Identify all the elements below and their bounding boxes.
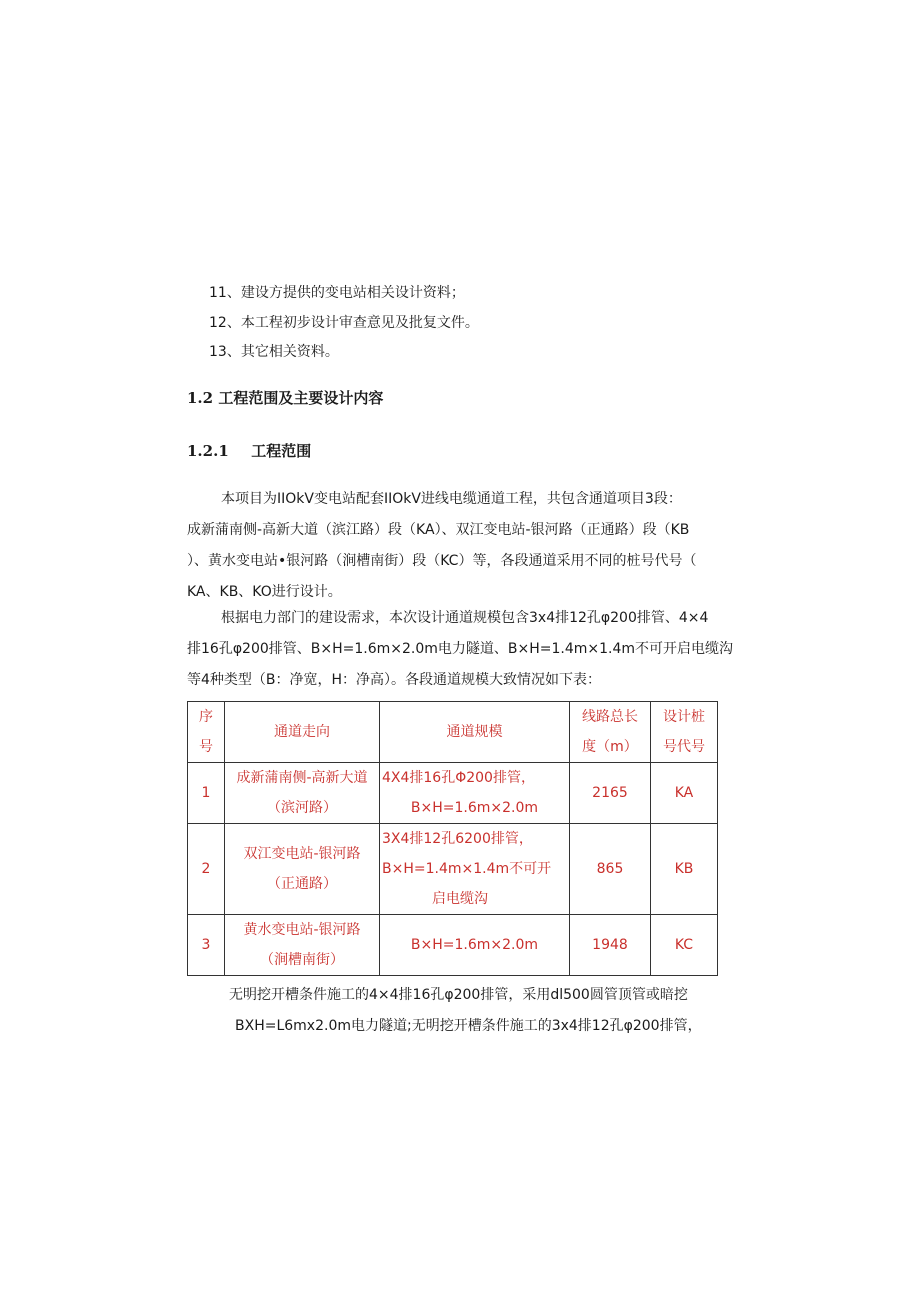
section-heading <box>187 388 383 408</box>
cell-code: KC <box>651 915 718 976</box>
cell-scale: B×H=1.6m×2.0m <box>380 915 570 976</box>
intro-paragraph <box>187 484 696 608</box>
header-seq: 序 号 <box>188 702 225 763</box>
demand-line: 等4种类型（B：净宽，H：净高）。各段通道规模大致情况如下表： <box>187 672 602 688</box>
header-route: 通道走向 <box>225 702 380 763</box>
demand-line: 根据电力部门的建设需求，本次设计通道规模包含3x4排12孔φ200排管、4×4 <box>221 610 709 626</box>
after-line: BXH=L6mx2.0m电力隧道;无明挖开槽条件施工的3x4排12孔φ200排管， <box>235 1018 702 1034</box>
section-number: 1.2 <box>187 389 214 407</box>
header-code: 设计桩 号代号 <box>651 702 718 763</box>
table-row <box>188 915 718 976</box>
intro-line: 本项目为IIOkV变电站配套IIOkV进线电缆通道工程，共包含通道项目3段： <box>221 491 682 507</box>
table-row <box>188 824 718 915</box>
table-row <box>188 763 718 824</box>
after-line: 无明挖开槽条件施工的4×4排16孔φ200排管，采用dl500圆管顶管或暗挖 <box>229 987 688 1003</box>
cell-code: KB <box>651 824 718 915</box>
cell-code: KA <box>651 763 718 824</box>
header-scale: 通道规模 <box>380 702 570 763</box>
cell-route: 双江变电站-银河路 （正通路） <box>225 824 380 915</box>
cell-route: 成新蒲南侧-高新大道 （滨河路） <box>225 763 380 824</box>
reference-item-13: 13、其它相关资料。 <box>209 344 339 360</box>
header-length: 线路总长 度（m） <box>570 702 651 763</box>
subsection-title: 工程范围 <box>251 442 312 460</box>
cell-seq: 3 <box>188 915 225 976</box>
demand-paragraph <box>187 603 733 696</box>
intro-line: 成新蒲南侧-高新大道（滨江路）段（KA）、双江变电站-银河路（正通路）段（KB <box>187 522 690 538</box>
cell-route: 黄水变电站-银河路 （涧槽南街） <box>225 915 380 976</box>
channel-scale-table <box>187 701 718 976</box>
cell-scale: 3X4排12孔6200排管， B×H=1.4m×1.4m不可开 启电缆沟 <box>380 824 570 915</box>
table-header-row <box>188 702 718 763</box>
subsection-number: 1.2.1 <box>187 442 229 460</box>
section-title: 工程范围及主要设计内容 <box>218 389 384 407</box>
intro-line: KA、KB、KO进行设计。 <box>187 584 342 600</box>
cell-length: 1948 <box>570 915 651 976</box>
cell-seq: 1 <box>188 763 225 824</box>
intro-line: ）、黄水变电站•银河路（涧槽南街）段（KC）等，各段通道采用不同的桩号代号（ <box>187 553 697 569</box>
reference-item-12: 12、本工程初步设计审查意见及批复文件。 <box>209 315 479 331</box>
demand-line: 排16孔φ200排管、B×H=1.6m×2.0m电力隧道、B×H=1.4m×1.4m不可开启电缆沟 <box>187 641 734 657</box>
cell-length: 2165 <box>570 763 651 824</box>
subsection-heading <box>187 441 311 461</box>
cell-length: 865 <box>570 824 651 915</box>
cell-scale: 4X4排16孔Φ200排管， B×H=1.6m×2.0m <box>380 763 570 824</box>
reference-item-11: 11、建设方提供的变电站相关设计资料； <box>209 285 465 301</box>
after-table-paragraph <box>187 980 702 1042</box>
cell-seq: 2 <box>188 824 225 915</box>
